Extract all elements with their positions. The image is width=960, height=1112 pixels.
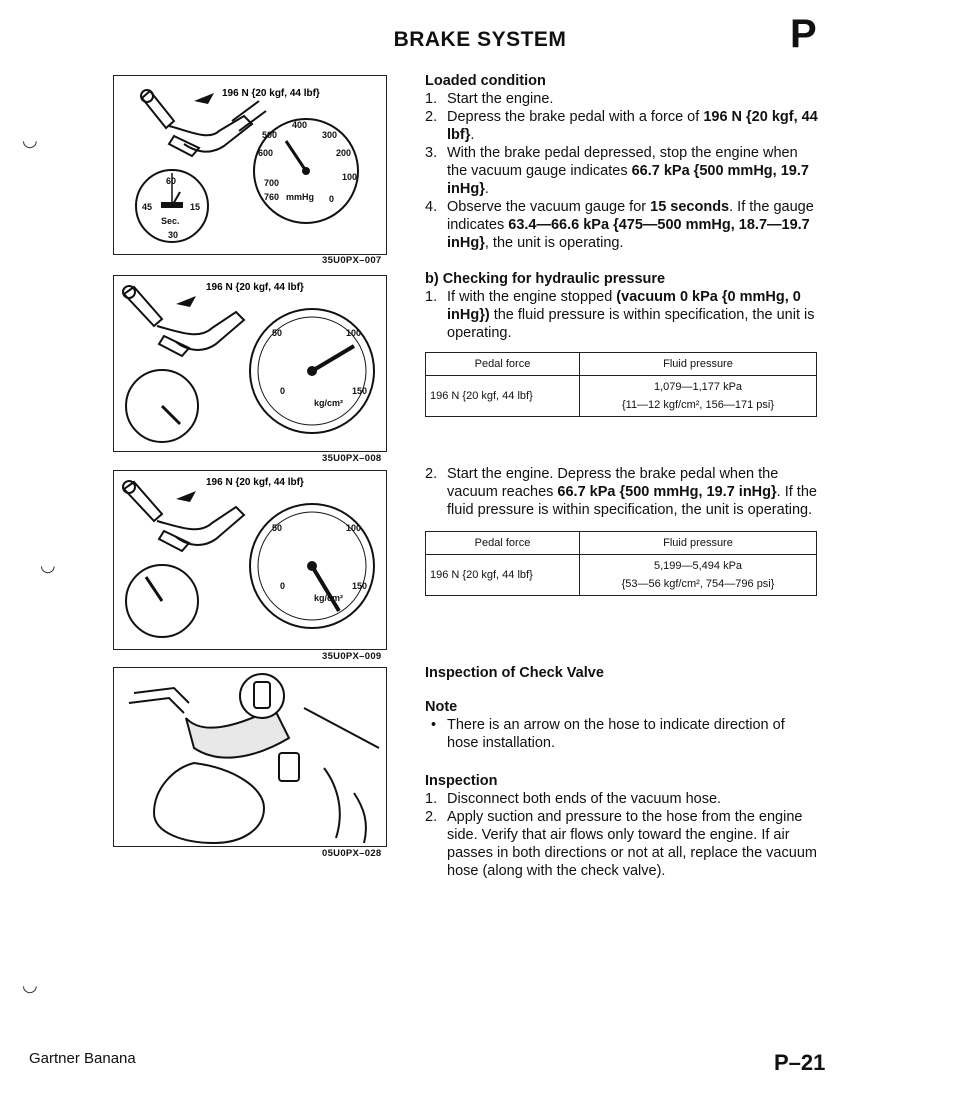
svg-text:0: 0 — [329, 194, 335, 204]
figure-check-valve-hose — [113, 667, 387, 847]
svg-text:150: 150 — [352, 386, 368, 396]
force-label: 196 N {20 kgf, 44 lbf} — [206, 282, 304, 293]
svg-text:600: 600 — [258, 148, 274, 158]
figure-vacuum-timer-drawing — [114, 76, 386, 254]
svg-text:500: 500 — [262, 130, 278, 140]
table-cell-force: 196 N {20 kgf, 44 lbf} — [426, 555, 580, 596]
svg-text:150: 150 — [352, 581, 368, 591]
inspection-step-2: 2. Apply suction and pressure to the hose from the engine side. Verify that air flows only toward the engine. If air passes in both directions or not at all, replace the vacuum hose (along with the check valve). — [425, 809, 817, 879]
section-letter: P — [790, 12, 817, 56]
table-cell-pressure: 1,079—1,177 kPa {11—12 kgf/cm², 156—171 psi} — [580, 376, 817, 417]
figure-pressure-drawing-2 — [114, 471, 386, 649]
svg-text:100: 100 — [346, 523, 362, 533]
hydraulic-pressure-gauge — [250, 309, 374, 433]
spec-table-engine-on — [425, 531, 817, 596]
vacuum-gauge-small — [126, 370, 198, 442]
page-title: BRAKE SYSTEM — [393, 28, 567, 51]
svg-text:kg/cm²: kg/cm² — [314, 398, 344, 408]
check-valve-heading: Inspection of Check Valve — [425, 665, 604, 681]
table-header-pedal-force: Pedal force — [426, 532, 580, 555]
spec-table-engine-off — [425, 352, 817, 417]
brake-pedal-arm — [142, 91, 174, 128]
page-number: P–21 — [774, 1050, 826, 1075]
bullet-icon: • — [431, 717, 437, 733]
force-arrow-icon — [176, 491, 196, 502]
hydraulic-heading: b) Checking for hydraulic pressure — [425, 271, 666, 287]
table-header-pedal-force: Pedal force — [426, 353, 580, 376]
force-label: 196 N {20 kgf, 44 lbf} — [222, 88, 320, 99]
figure-code: 35U0PX–009 — [322, 651, 382, 662]
svg-text:400: 400 — [292, 120, 308, 130]
inspection-step-1: 1. Disconnect both ends of the vacuum hose. — [425, 791, 722, 807]
binding-mark: ◡ — [22, 130, 38, 150]
svg-text:760: 760 — [264, 192, 280, 202]
svg-text:700: 700 — [264, 178, 280, 188]
force-arrow-icon — [194, 93, 214, 104]
binding-mark: ◡ — [40, 555, 56, 575]
hydraulic-pressure-section — [425, 270, 820, 417]
vacuum-gauge-small — [126, 565, 198, 637]
svg-text:0: 0 — [280, 386, 286, 396]
figure-pressure-check-engine-on — [113, 470, 387, 650]
force-label: 196 N {20 kgf, 44 lbf} — [206, 477, 304, 488]
inspection-heading: Inspection — [425, 773, 498, 789]
loaded-step-1: 1. Start the engine. — [425, 91, 554, 107]
loaded-condition-section — [425, 72, 820, 252]
note-heading: Note — [425, 699, 458, 715]
hydraulic-step-2-section — [425, 465, 820, 596]
svg-text:100: 100 — [342, 172, 358, 182]
check-valve-section — [425, 664, 820, 880]
svg-text:100: 100 — [346, 328, 362, 338]
table-cell-force: 196 N {20 kgf, 44 lbf} — [426, 376, 580, 417]
loaded-step-3: 3. With the brake pedal depressed, stop the engine when the vacuum gauge indicates 66.7 kPa {500 mmHg, 19.7 inHg}. — [425, 145, 809, 197]
svg-text:15: 15 — [190, 202, 201, 212]
vacuum-gauge — [254, 119, 358, 223]
loaded-step-2: 2. Depress the brake pedal with a force of 196 N {20 kgf, 44 lbf}. — [425, 109, 818, 143]
svg-text:50: 50 — [272, 523, 283, 533]
note-item: • There is an arrow on the hose to indicate direction of hose installation. — [431, 717, 785, 751]
svg-text:0: 0 — [280, 581, 286, 591]
hydraulic-step-2: 2. Start the engine. Depress the brake pedal when the vacuum reaches 66.7 kPa {500 mmHg, 19.7 inHg}. If the fluid pressure is within specification, the unit is operating. — [425, 466, 817, 518]
figure-code: 35U0PX–008 — [322, 453, 382, 464]
table-cell-pressure: 5,199—5,494 kPa {53—56 kgf/cm², 754—796 psi} — [580, 555, 817, 596]
svg-text:mmHg: mmHg — [286, 192, 315, 202]
figure-pressure-drawing-1 — [114, 276, 386, 451]
svg-text:kg/cm²: kg/cm² — [314, 593, 344, 603]
loaded-step-4: 4. Observe the vacuum gauge for 15 seconds. If the gauge indicates 63.4—66.6 kPa {475—500 mmHg, 18.7—19.7 inHg}, the unit is operating. — [425, 199, 814, 251]
loaded-condition-heading: Loaded condition — [425, 73, 546, 89]
figure-hose-drawing — [114, 668, 386, 846]
svg-text:45: 45 — [142, 202, 153, 212]
figure-code: 35U0PX–007 — [322, 255, 382, 266]
foot-outline — [169, 116, 252, 152]
force-arrow-icon — [176, 296, 196, 307]
svg-text:200: 200 — [336, 148, 352, 158]
figure-pressure-check-engine-off — [113, 275, 387, 452]
svg-text:60: 60 — [166, 176, 177, 186]
hydraulic-step-1: 1. If with the engine stopped (vacuum 0 kPa {0 mmHg, 0 inHg}) the fluid pressure is within specification, the unit is operating. — [425, 289, 815, 341]
stopwatch — [136, 170, 208, 242]
svg-text:50: 50 — [272, 328, 283, 338]
svg-text:300: 300 — [322, 130, 338, 140]
table-header-fluid-pressure: Fluid pressure — [580, 532, 817, 555]
table-header-fluid-pressure: Fluid pressure — [580, 353, 817, 376]
hydraulic-pressure-gauge — [250, 504, 374, 628]
svg-text:Sec.: Sec. — [161, 216, 180, 226]
figure-vacuum-timer — [113, 75, 387, 255]
figure-code: 05U0PX–028 — [322, 848, 382, 859]
footer-watermark: Gartner Banana — [29, 1050, 136, 1067]
svg-text:30: 30 — [168, 230, 179, 240]
binding-mark: ◡ — [22, 975, 38, 995]
